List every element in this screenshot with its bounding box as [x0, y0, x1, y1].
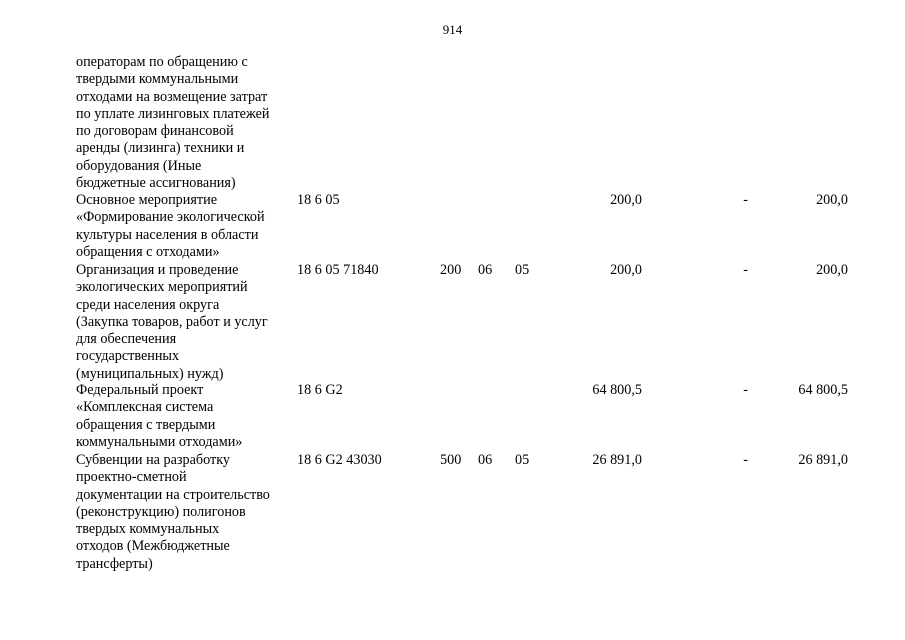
- row-name-line: коммунальными отходами»: [76, 433, 243, 450]
- row-name-line: бюджетные ассигнования): [76, 175, 236, 192]
- subsection-code: 05: [515, 262, 530, 278]
- amount-change: -: [743, 262, 748, 278]
- amount-total: 26 891,0: [592, 452, 642, 468]
- row-name-line: государственных: [76, 348, 180, 365]
- row-name-line: трансферты): [76, 555, 153, 572]
- row-name-line: Организация и проведение: [76, 262, 239, 278]
- row-name-line: Федеральный проект: [76, 382, 204, 398]
- amount-final: 200,0: [816, 262, 848, 278]
- row-name: [76, 262, 291, 383]
- amount-total: 200,0: [610, 262, 642, 278]
- expense-type-code: 500: [440, 452, 462, 468]
- subsection-code: 05: [515, 452, 530, 468]
- row-name-line: твердыми коммунальными: [76, 71, 239, 88]
- row-name-line: по договорам финансовой: [76, 123, 234, 140]
- row-name-line: документации на строительство: [76, 486, 270, 503]
- row-name-line: для обеспечения: [76, 331, 177, 348]
- row-name-line: оборудования (Иные: [76, 157, 202, 174]
- row-name-line: экологических мероприятий: [76, 279, 248, 296]
- row-name-line: отходами на возмещение затрат: [76, 88, 268, 105]
- row-name: [76, 382, 291, 451]
- amount-total: 200,0: [610, 192, 642, 208]
- row-name-line: по уплате лизинговых платежей: [76, 105, 270, 122]
- row-name-line: среди населения округа: [76, 296, 220, 313]
- row-name-line: аренды (лизинга) техники и: [76, 140, 245, 157]
- amount-final: 64 800,5: [798, 382, 848, 398]
- amount-final: 26 891,0: [798, 452, 848, 468]
- amount-final: 200,0: [816, 192, 848, 208]
- row-name-line: Основное мероприятие: [76, 192, 217, 208]
- row-name-line: (реконструкцию) полигонов: [76, 503, 246, 520]
- amount-change: -: [743, 192, 748, 208]
- section-code: 06: [478, 452, 493, 468]
- row-name-line: Субвенции на разработку: [76, 452, 230, 468]
- row-name-line: «Формирование экологической: [76, 209, 265, 226]
- row-name-line: проектно-сметной: [76, 469, 187, 486]
- target-article-code: 18 6 05: [297, 192, 340, 208]
- target-article-code: 18 6 G2 43030: [297, 452, 382, 468]
- row-name-line: обращения с отходами»: [76, 243, 220, 260]
- row-name-line: (муниципальных) нужд): [76, 365, 224, 382]
- page-number: 914: [442, 22, 463, 37]
- expense-type-code: 200: [440, 262, 462, 278]
- row-name: [76, 192, 291, 261]
- amount-change: -: [743, 452, 748, 468]
- amount-total: 64 800,5: [592, 382, 642, 398]
- row-name-line: операторам по обращению с: [76, 54, 248, 70]
- row-name-line: твердых коммунальных: [76, 521, 220, 538]
- target-article-code: 18 6 05 71840: [297, 262, 379, 278]
- row-name-line: отходов (Межбюджетные: [76, 538, 230, 555]
- amount-change: -: [743, 382, 748, 398]
- row-name-line: «Комплексная система: [76, 399, 214, 416]
- row-name: [76, 452, 291, 573]
- row-name: [76, 54, 291, 192]
- row-name-line: обращения с твердыми: [76, 416, 216, 433]
- section-code: 06: [478, 262, 493, 278]
- row-name-line: культуры населения в области: [76, 226, 259, 243]
- target-article-code: 18 6 G2: [297, 382, 343, 398]
- row-name-line: (Закупка товаров, работ и услуг: [76, 313, 268, 330]
